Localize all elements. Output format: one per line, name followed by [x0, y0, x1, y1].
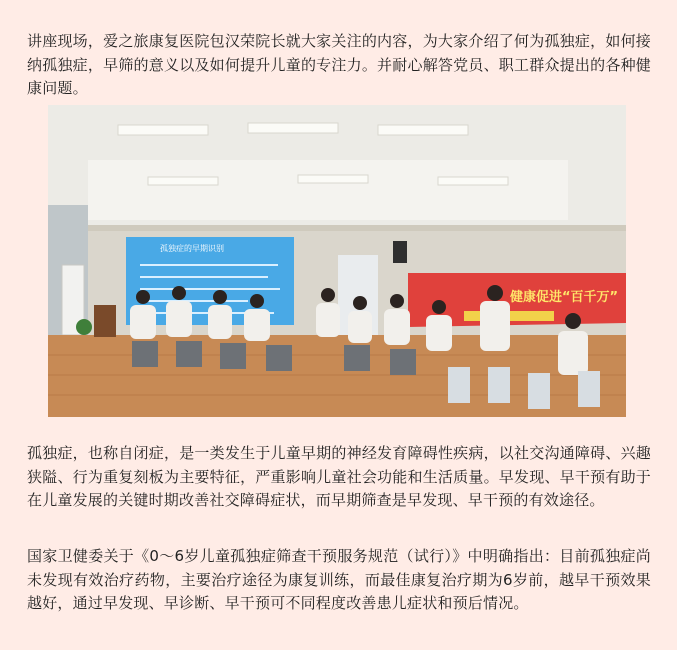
potted-plant: [76, 319, 92, 335]
banner-text: 健康促进“百千万”: [510, 290, 619, 305]
lecture-photo: [48, 105, 626, 417]
paragraph-autism-definition: 孤独症，也称自闭症，是一类发生于儿童早期的神经发育障碍性疾病，以社交沟通障碍、兴趣狭隘、行为重复刻板为主要特征，严重影响儿童社会功能和生活质量。早发现、早干预有助于在儿童发展的关键时期改善社交障碍症状，而早期筛查是早发现、早干预的有效途径。: [27, 444, 651, 509]
paragraph-screening-guideline: 国家卫健委关于《0～6岁儿童孤独症筛查干预服务规范（试行）》中明确指出：目前孤独症尚未发现有效治疗药物，主要治疗途径为康复训练，而最佳康复治疗期为6岁前，越早干预效果越好，通过早发现、早诊断、早干预可不同程度改善患儿症状和预后情况。: [27, 547, 651, 612]
paragraph-lecture-scene: 讲座现场，爱之旅康复医院包汉荣院长就大家关注的内容，为大家介绍了何为孤独症，如何接纳孤独症，早筛的意义以及如何提升儿童的专注力。并耐心解答党员、职工群众提出的各种健康问题。: [27, 32, 651, 97]
ceiling-panel: [88, 160, 568, 220]
wall-molding: [48, 225, 626, 231]
loudspeaker: [393, 241, 407, 263]
podium: [94, 305, 116, 337]
screen-title: 孤独症的早期识别: [160, 244, 224, 253]
